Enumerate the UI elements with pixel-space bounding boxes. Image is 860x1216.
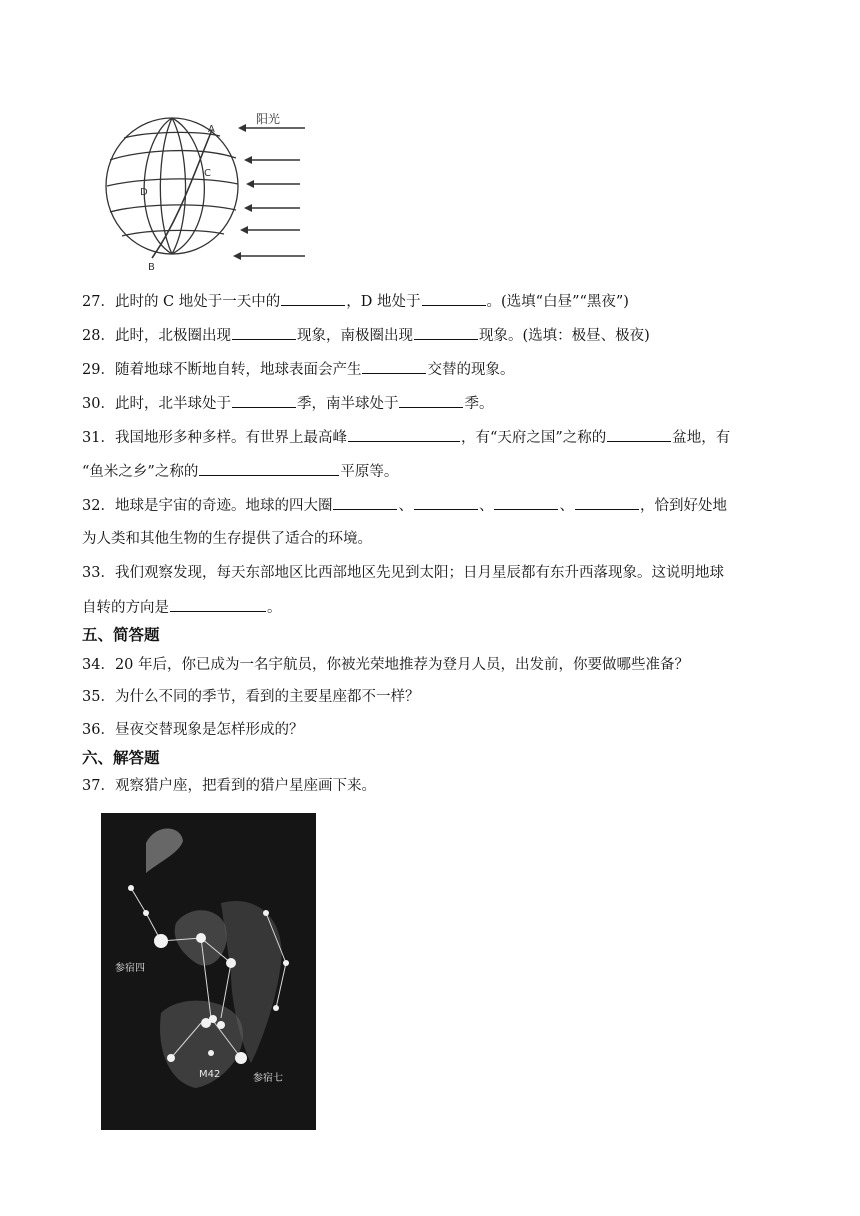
globe-outline — [106, 118, 238, 254]
sunlight-arrows — [235, 128, 305, 256]
orion-constellation-figure — [101, 813, 316, 1130]
answer-blank[interactable] — [422, 291, 486, 306]
answer-blank[interactable] — [414, 495, 478, 510]
rigel-label: 参宿七 — [253, 1073, 283, 1084]
answer-blank[interactable] — [607, 427, 671, 442]
question-27: 27．此时的 C 地处于一天中的 ，D 地处于 。(选填“白昼”“黑夜”) — [82, 291, 782, 312]
answer-blank[interactable] — [348, 427, 460, 442]
answer-blank[interactable] — [170, 597, 266, 612]
m42-label: M42 — [199, 1069, 221, 1080]
answer-blank[interactable] — [281, 291, 345, 306]
point-a-label: A — [208, 124, 215, 135]
answer-blank[interactable] — [575, 495, 639, 510]
section-title-solve: 六、解答题 — [82, 749, 160, 767]
question-36: 36．昼夜交替现象是怎样形成的？ — [82, 722, 304, 738]
answer-blank[interactable] — [362, 359, 426, 374]
question-31-line2: “鱼米之乡”之称的 平原等。 — [82, 461, 782, 482]
section-title-short-answer: 五、简答题 — [82, 626, 160, 644]
answer-blank[interactable] — [199, 461, 339, 476]
answer-blank[interactable] — [399, 393, 463, 408]
answer-blank[interactable] — [333, 495, 397, 510]
answer-blank[interactable] — [232, 325, 296, 340]
answer-blank[interactable] — [414, 325, 478, 340]
globe-sunlight-figure — [100, 98, 325, 276]
answer-blank[interactable] — [232, 393, 296, 408]
betelgeuse-label: 参宿四 — [115, 963, 145, 974]
question-35: 35．为什么不同的季节，看到的主要星座都不一样？ — [82, 689, 420, 705]
question-32-line2: 为人类和其他生物的生存提供了适合的环境。 — [82, 531, 372, 547]
sunlight-label: 阳光 — [256, 112, 281, 126]
point-b-label: B — [148, 262, 155, 273]
answer-blank[interactable] — [494, 495, 558, 510]
question-32: 32．地球是宇宙的奇迹。地球的四大圈 、 、 、 ，恰到好处地 — [82, 495, 782, 516]
question-31: 31．我国地形多种多样。有世界上最高峰 ，有“天府之国”之称的 盆地，有 — [82, 427, 782, 448]
question-37: 37．观察猎户座，把看到的猎户星座画下来。 — [82, 778, 376, 794]
question-30: 30．此时，北半球处于 季，南半球处于 季。 — [82, 393, 782, 414]
question-29: 29．随着地球不断地自转，地球表面会产生 交替的现象。 — [82, 359, 782, 380]
point-c-label: C — [204, 168, 211, 179]
question-33-line2: 自转的方向是 。 — [82, 597, 782, 618]
question-33: 33．我们观察发现，每天东部地区比西部地区先见到太阳；日月星辰都有东升西落现象。这说明地球 — [82, 565, 724, 581]
point-d-label: D — [140, 187, 148, 198]
question-34: 34．20 年后，你已成为一名宇航员，你被光荣地推荐为登月人员，出发前，你要做哪些准备？ — [82, 657, 690, 673]
question-28: 28．此时，北极圈出现 现象，南极圈出现 现象。(选填：极昼、极夜) — [82, 325, 782, 346]
